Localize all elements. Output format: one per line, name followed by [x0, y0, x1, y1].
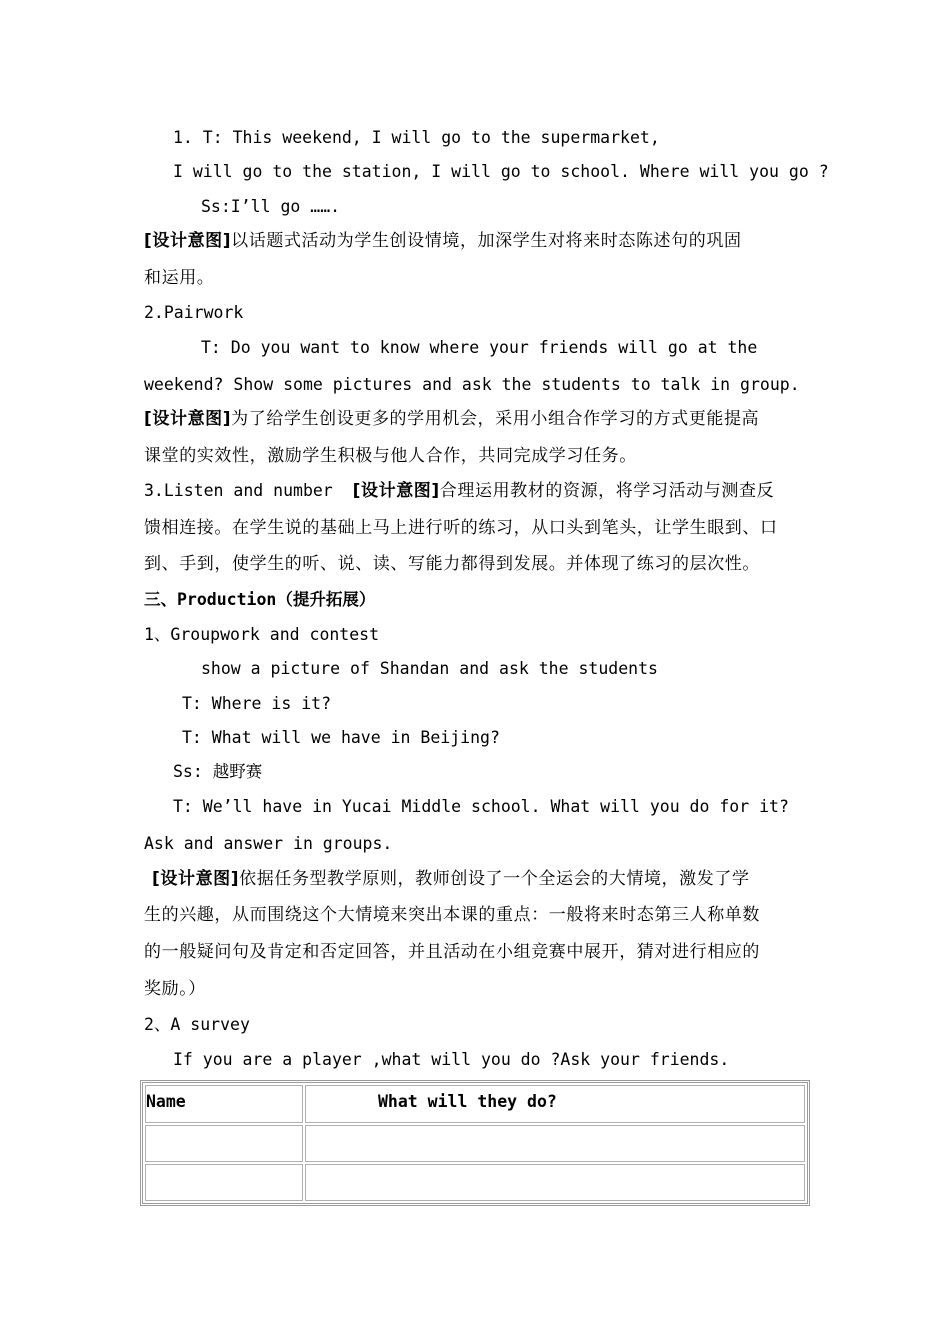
design-intent-line: [144, 407, 759, 431]
table-cell: [305, 1125, 805, 1162]
design-intent-line: [144, 229, 742, 253]
design-intent-text: 为了给学生创设更多的学用机会，采用小组合作学习的方式更能提高: [231, 409, 760, 429]
design-intent-text: 合理运用教材的资源，将学习活动与测查反: [439, 481, 775, 501]
design-intent-line: [152, 867, 750, 891]
text-line: 到、手到，使学生的听、说、读、写能力都得到发展。并体现了练习的层次性。: [144, 554, 760, 574]
text-line: weekend? Show some pictures and ask the students to talk in group.: [144, 375, 800, 394]
design-intent-text: 以话题式活动为学生创设情境，加深学生对将来时态陈述句的巩固: [231, 231, 742, 251]
text-line: 奖励。）: [144, 979, 206, 999]
design-intent-label: [设计意图]: [352, 481, 440, 501]
section-heading: 3.Listen and number: [144, 481, 353, 500]
table-cell: [305, 1164, 805, 1201]
design-intent-line: [144, 479, 774, 503]
text-line: show a picture of Shandan and ask the students: [201, 659, 658, 678]
text-line: 和运用。: [144, 268, 215, 288]
table-header-cell: What will they do?: [305, 1085, 805, 1123]
table-header-cell: Name: [145, 1085, 303, 1123]
table-header-row: [145, 1085, 805, 1123]
table-row: [145, 1125, 805, 1162]
section-heading: 2、A survey: [144, 1015, 250, 1034]
text-line: Ss: 越野赛: [173, 762, 263, 781]
text-line: 1. T: This weekend, I will go to the supermarket,: [173, 128, 660, 147]
text-line: T: We’ll have in Yucai Middle school. What will you do for it?: [173, 797, 789, 816]
section-heading: 三、Production（提升拓展）: [144, 590, 376, 609]
text-line: T: Do you want to know where your friends will go at the: [201, 338, 758, 357]
survey-table: [140, 1080, 810, 1206]
text-line: 1、Groupwork and contest: [144, 625, 380, 644]
text-line: T: Where is it?: [182, 694, 332, 713]
table-cell: [145, 1125, 303, 1162]
text-line: 馈相连接。在学生说的基础上马上进行听的练习，从口头到笔头，让学生眼到、口: [144, 518, 778, 538]
design-intent-label: [设计意图]: [144, 409, 232, 429]
text-line: T: What will we have in Beijing?: [182, 728, 500, 747]
design-intent-label: [设计意图]: [144, 231, 232, 251]
text-line: 的一般疑问句及肯定和否定回答，并且活动在小组竞赛中展开，猜对进行相应的: [144, 942, 760, 962]
design-intent-text: 依据任务型教学原则，教师创设了一个全运会的大情境，激发了学: [239, 869, 750, 889]
section-heading: 2.Pairwork: [144, 303, 244, 322]
text-line: Ask and answer in groups.: [144, 834, 393, 853]
table-cell: [145, 1164, 303, 1201]
text-line: If you are a player ,what will you do ?Ask your friends.: [173, 1050, 730, 1069]
table-row: [145, 1164, 805, 1201]
text-line: 课堂的实效性，激励学生积极与他人合作，共同完成学习任务。: [144, 446, 637, 466]
text-line: Ss:I’ll go …….: [201, 197, 341, 216]
text-line: I will go to the station, I will go to school. Where will you go ?: [173, 162, 829, 181]
text-line: 生的兴趣，从而围绕这个大情境来突出本课的重点：一般将来时态第三人称单数: [144, 905, 760, 925]
design-intent-label: [设计意图]: [152, 869, 240, 889]
